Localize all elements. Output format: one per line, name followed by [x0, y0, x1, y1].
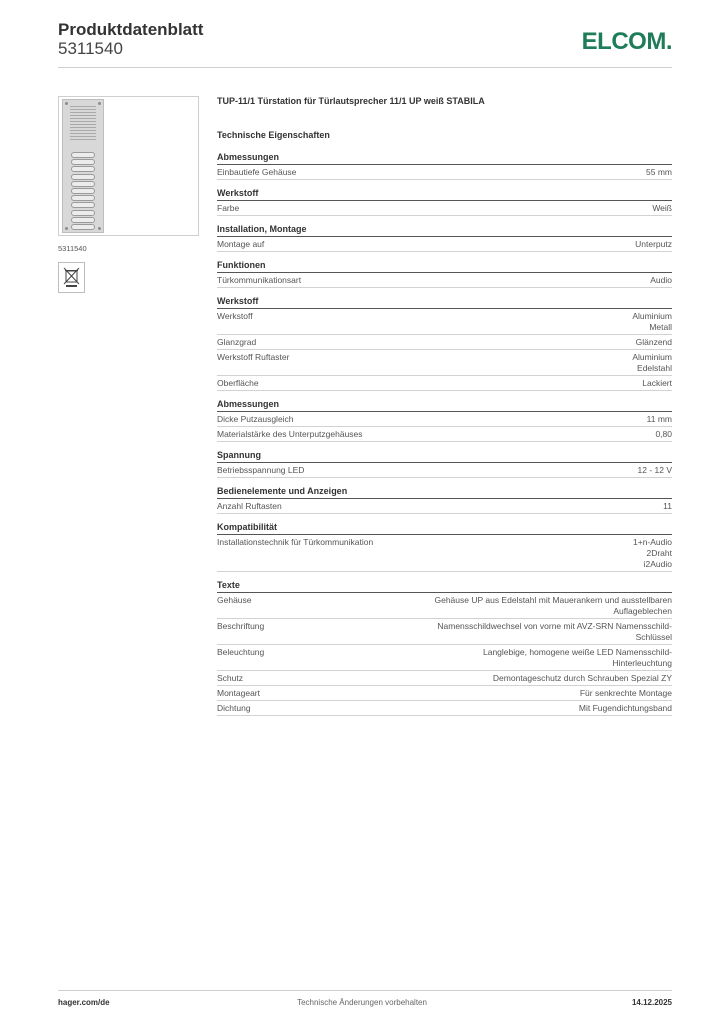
property-label: Werkstoff Ruftaster	[217, 351, 290, 362]
property-value-line: 1+n-Audio	[633, 536, 672, 547]
property-section	[217, 152, 672, 180]
property-value	[434, 595, 672, 617]
tech-properties-heading: Technische Eigenschaften	[217, 130, 330, 140]
section-title: Abmessungen	[217, 152, 672, 165]
section-title: Werkstoff	[217, 188, 672, 201]
property-label: Gehäuse	[217, 594, 252, 605]
property-value-line: Demontageschutz durch Schrauben Spezial ZY	[492, 672, 672, 683]
property-row	[217, 535, 672, 572]
property-section	[217, 486, 672, 514]
property-sections	[217, 152, 672, 716]
property-value	[635, 239, 672, 250]
property-label: Türkommunikationsart	[217, 274, 302, 285]
property-value-line: Edelstahl	[637, 362, 672, 373]
property-value-line: 11 mm	[646, 413, 672, 424]
property-value-line: Metall	[649, 321, 672, 332]
section-title: Texte	[217, 580, 672, 593]
footer-date: 14.12.2025	[631, 998, 672, 1007]
property-row	[217, 412, 672, 427]
property-row	[217, 273, 672, 288]
property-label: Dicke Putzausgleich	[217, 413, 294, 424]
call-button-illustration	[71, 174, 95, 180]
property-value	[650, 275, 672, 286]
section-title: Abmessungen	[217, 399, 672, 412]
section-title: Kompatibilität	[217, 522, 672, 535]
property-value-line: Für senkrechte Montage	[579, 687, 672, 698]
property-value-line: Aluminium	[632, 310, 672, 321]
section-title: Bedienelemente und Anzeigen	[217, 486, 672, 499]
property-value-line: Schlüssel	[635, 631, 672, 642]
property-row	[217, 237, 672, 252]
property-row	[217, 619, 672, 645]
property-value-line: Lackiert	[642, 377, 672, 388]
article-number: 5311540	[58, 39, 123, 58]
property-value-line: Namensschildwechsel von vorne mit AVZ-SRN Namensschild-	[437, 620, 672, 631]
property-value	[638, 465, 673, 476]
property-value	[579, 703, 672, 714]
header-divider	[58, 67, 672, 68]
property-label: Schutz	[217, 672, 243, 683]
call-button-illustration	[71, 210, 95, 216]
property-value	[652, 203, 672, 214]
property-value	[483, 647, 672, 669]
section-title: Funktionen	[217, 260, 672, 273]
property-row	[217, 463, 672, 478]
property-label: Oberfläche	[217, 377, 259, 388]
property-label: Anzahl Ruftasten	[217, 500, 282, 511]
screw-illustration	[98, 227, 101, 230]
call-button-illustration	[71, 166, 95, 172]
call-button-illustration	[71, 217, 95, 223]
property-label: Werkstoff	[217, 310, 253, 321]
property-value	[493, 673, 672, 684]
property-row	[217, 376, 672, 391]
property-value	[646, 167, 672, 178]
call-button-illustration	[71, 224, 95, 230]
property-value	[642, 378, 672, 389]
call-button-illustration	[71, 188, 95, 194]
property-row	[217, 201, 672, 216]
call-button-illustration	[71, 152, 95, 158]
property-label: Farbe	[217, 202, 240, 213]
property-value-line: Weiß	[652, 202, 672, 213]
property-value-line: 0,80	[655, 428, 672, 439]
footer-website: hager.com/de	[58, 998, 110, 1007]
property-value-line: 55 mm	[646, 166, 672, 177]
door-station-image	[62, 99, 104, 233]
property-label: Einbautiefe Gehäuse	[217, 166, 297, 177]
screw-illustration	[65, 227, 68, 230]
speaker-grille	[70, 104, 96, 142]
document-title: Produktdatenblatt	[58, 20, 204, 39]
property-value-line: Aluminium	[632, 351, 672, 362]
property-section	[217, 522, 672, 572]
section-title: Werkstoff	[217, 296, 672, 309]
footer-divider	[58, 990, 672, 991]
property-value-line: 12 - 12 V	[637, 464, 672, 475]
section-title: Installation, Montage	[217, 224, 672, 237]
property-section	[217, 580, 672, 716]
property-value	[632, 311, 672, 333]
property-value-line: Hinterleuchtung	[612, 657, 672, 668]
screw-illustration	[65, 102, 68, 105]
property-section	[217, 224, 672, 252]
property-value	[655, 429, 672, 440]
footer-disclaimer: Technische Änderungen vorbehalten	[297, 998, 427, 1007]
property-value-line: 11	[663, 500, 672, 511]
property-value-line: 2Draht	[646, 547, 672, 558]
property-label: Dichtung	[217, 702, 251, 713]
property-value	[647, 414, 672, 425]
property-row	[217, 671, 672, 686]
property-value-line: Audio	[650, 274, 672, 285]
screw-illustration	[98, 102, 101, 105]
call-button-illustration	[71, 159, 95, 165]
section-title: Spannung	[217, 450, 672, 463]
property-label: Installationstechnik für Türkommunikation	[217, 536, 374, 547]
property-label: Materialstärke des Unterputzgehäuses	[217, 428, 363, 439]
property-value	[663, 501, 672, 512]
property-row	[217, 686, 672, 701]
property-value-line: Gehäuse UP aus Edelstahl mit Mauerankern und ausstellbaren	[434, 594, 672, 605]
property-section	[217, 188, 672, 216]
property-label: Montage auf	[217, 238, 265, 249]
property-label: Beschriftung	[217, 620, 265, 631]
property-row	[217, 427, 672, 442]
product-details	[217, 96, 672, 716]
crossed-bin-icon	[58, 262, 85, 293]
image-caption: 5311540	[58, 244, 87, 253]
property-row	[217, 645, 672, 671]
property-value	[437, 621, 672, 643]
brand-logo: ELCOM.	[581, 28, 672, 55]
property-label: Betriebsspannung LED	[217, 464, 305, 475]
property-section	[217, 260, 672, 288]
call-button-illustration	[71, 181, 95, 187]
property-row	[217, 309, 672, 335]
property-section	[217, 296, 672, 391]
property-value	[633, 537, 672, 570]
property-value-line: i2Audio	[643, 558, 672, 569]
property-row	[217, 701, 672, 716]
property-value	[632, 352, 672, 374]
call-button-illustration	[71, 202, 95, 208]
property-section	[217, 450, 672, 478]
property-label: Glanzgrad	[217, 336, 257, 347]
property-row	[217, 593, 672, 619]
property-row	[217, 350, 672, 376]
property-label: Montageart	[217, 687, 260, 698]
property-value-line: Auflageblechen	[613, 605, 672, 616]
property-value-line: Langlebige, homogene weiße LED Namensschild-	[483, 646, 672, 657]
property-row	[217, 165, 672, 180]
property-row	[217, 335, 672, 350]
property-row	[217, 499, 672, 514]
property-value	[636, 337, 672, 348]
call-button-illustration	[71, 195, 95, 201]
product-title: TUP-11/1 Türstation für Türlautsprecher 11/1 UP weiß STABILA	[217, 96, 485, 106]
property-value-line: Mit Fugendichtungsband	[578, 702, 672, 713]
property-value	[580, 688, 672, 699]
property-section	[217, 399, 672, 442]
property-label: Beleuchtung	[217, 646, 265, 657]
property-value-line: Glänzend	[635, 336, 672, 347]
property-value-line: Unterputz	[635, 238, 672, 249]
